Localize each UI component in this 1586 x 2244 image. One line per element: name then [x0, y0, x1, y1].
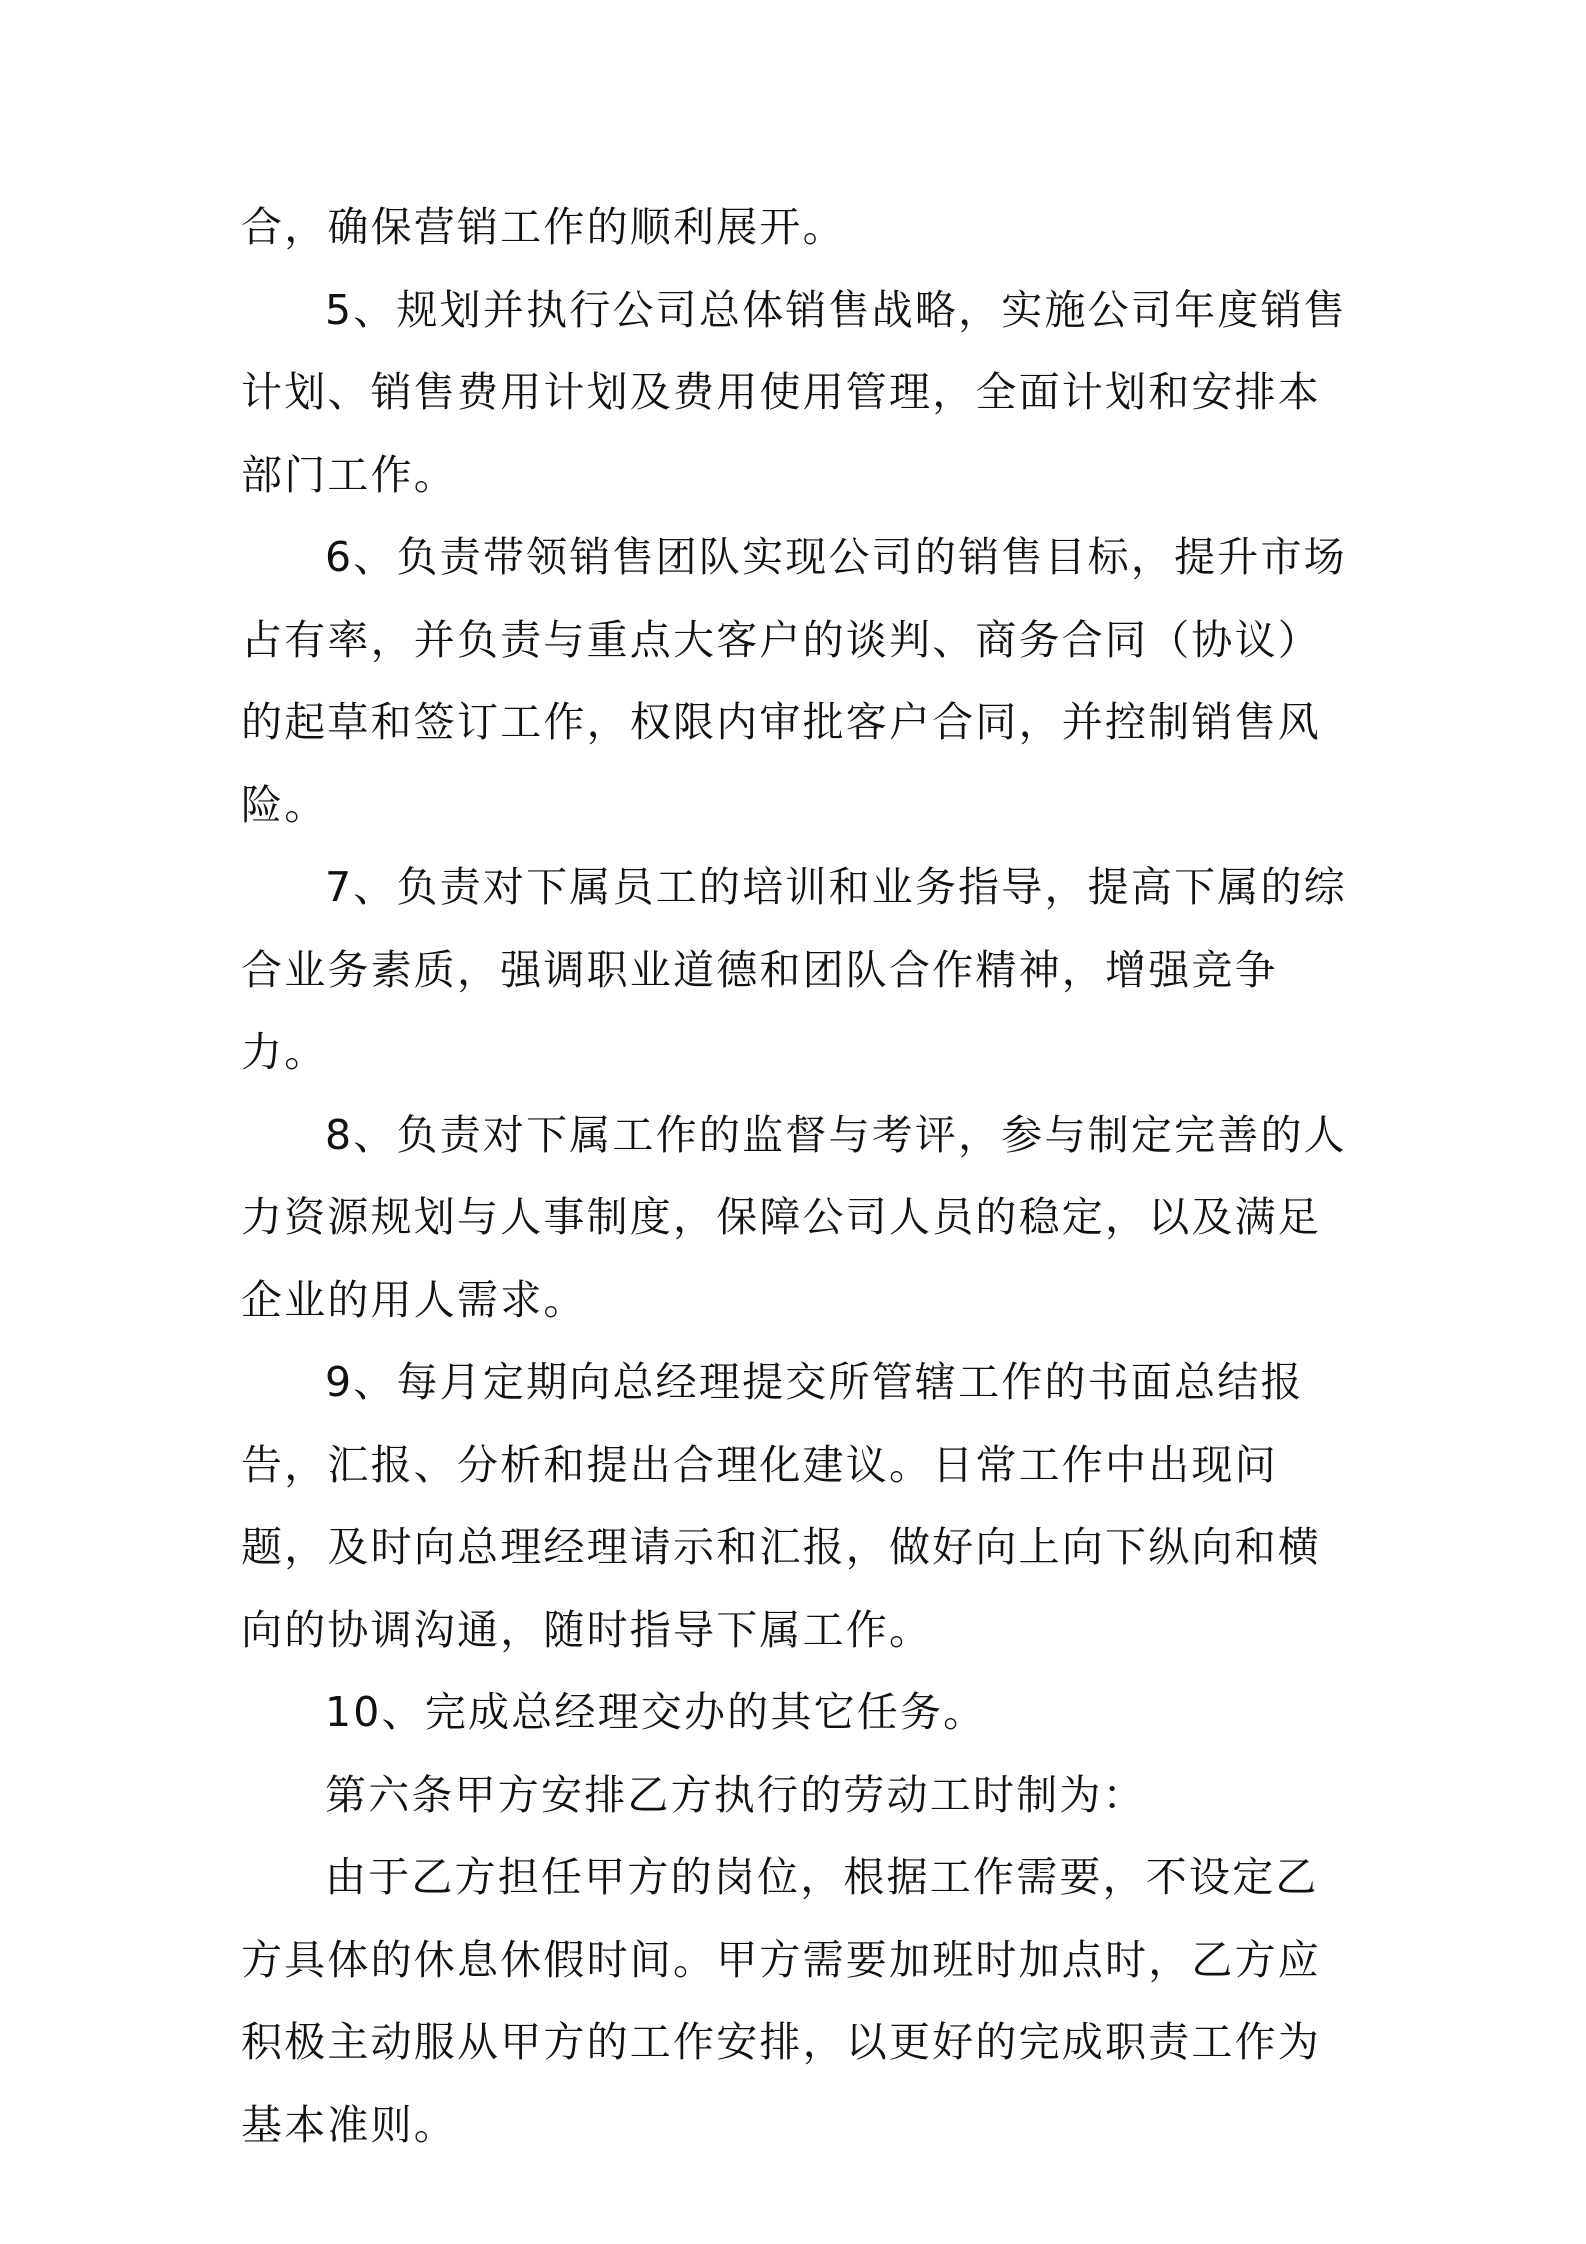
- paragraph-item-6: 6、负责带领销售团队实现公司的销售目标，提升市场占有率，并负责与重点大客户的谈判、商务合同（协议）的起草和签订工作，权限内审批客户合同，并控制销售风险。: [241, 533, 1347, 829]
- paragraph-item-8: 8、负责对下属工作的监督与考评，参与制定完善的人力资源规划与人事制度，保障公司人员的稳定，以及满足企业的用人需求。: [241, 1110, 1347, 1324]
- paragraph-item-5: 5、规划并执行公司总体销售战略，实施公司年度销售计划、销售费用计划及费用使用管理，全面计划和安排本部门工作。: [241, 285, 1347, 499]
- article-six-body: 由于乙方担任甲方的岗位，根据工作需要，不设定乙方具体的休息休假时间。甲方需要加班时加点时，乙方应积极主动服从甲方的工作安排，以更好的完成职责工作为基本准则。: [241, 1853, 1321, 2149]
- paragraph-item-7: 7、负责对下属员工的培训和业务指导，提高下属的综合业务素质，强调职业道德和团队合作精神，增强竞争力。: [241, 863, 1347, 1076]
- paragraph-item-9: 9、每月定期向总经理提交所管辖工作的书面总结报告，汇报、分析和提出合理化建议。日常工作中出现问题，及时向总理经理请示和汇报，做好向上向下纵向和横向的协调沟通，随时指导下属工作。: [241, 1358, 1321, 1654]
- paragraph-item-10: 10、完成总经理交办的其它任务。: [325, 1688, 987, 1736]
- paragraph-continuation: 合，确保营销工作的顺利展开。: [241, 203, 846, 251]
- article-six-heading: 第六条甲方安排乙方执行的劳动工时制为：: [325, 1770, 1146, 1819]
- document-body: [241, 186, 1361, 2166]
